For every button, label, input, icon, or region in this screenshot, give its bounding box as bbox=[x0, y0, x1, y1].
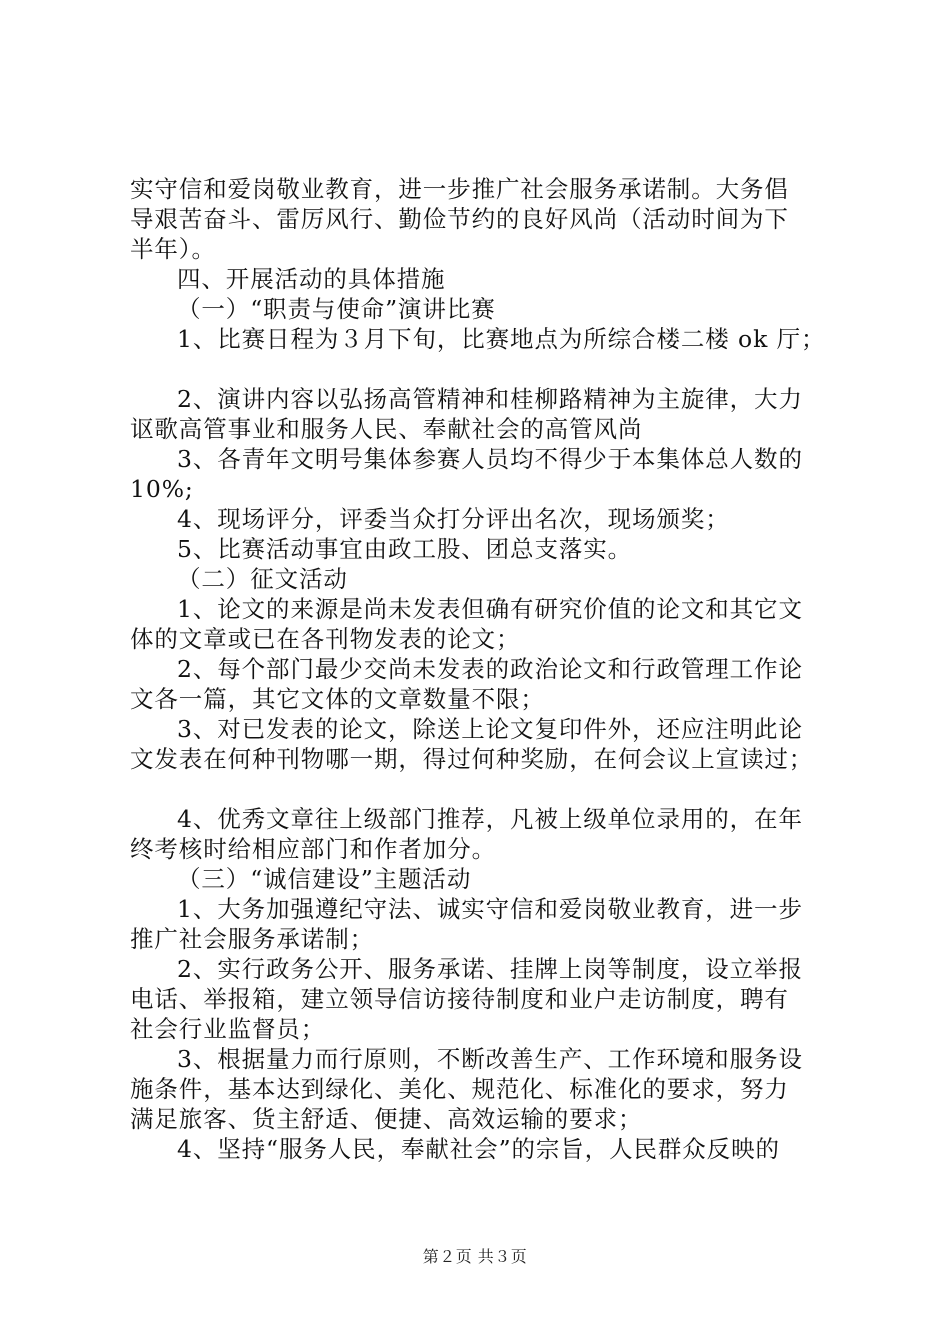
section-heading: 四、开展活动的具体措施 bbox=[177, 265, 446, 293]
text-line: 电话、举报箱，建立领导信访接待制度和业户走访制度，聘有 bbox=[130, 985, 789, 1013]
text-line: 4、优秀文章往上级部门推荐，凡被上级单位录用的，在年 bbox=[177, 805, 803, 833]
text-line: 1、大务加强遵纪守法、诚实守信和爱岗敬业教育，进一步 bbox=[177, 895, 803, 923]
text-line: 推广社会服务承诺制； bbox=[130, 925, 374, 953]
subsection-heading: （三）“诚信建设”主题活动 bbox=[177, 865, 472, 893]
text-line: 满足旅客、货主舒适、便捷、高效运输的要求； bbox=[130, 1105, 643, 1133]
subsection-heading: （二）征文活动 bbox=[177, 565, 348, 593]
text-line: 文发表在何种刊物哪一期，得过何种奖励，在何会议上宣读过； bbox=[130, 745, 814, 773]
text-line: 2、每个部门最少交尚未发表的政治论文和行政管理工作论 bbox=[177, 655, 803, 683]
text-line: 体的文章或已在各刊物发表的论文； bbox=[130, 625, 521, 653]
text-line: 3、各青年文明号集体参赛人员均不得少于本集体总人数的 bbox=[177, 445, 803, 473]
text-line: 施条件，基本达到绿化、美化、规范化、标准化的要求，努力 bbox=[130, 1075, 789, 1103]
text-line: 1、论文的来源是尚未发表但确有研究价值的论文和其它文 bbox=[177, 595, 803, 623]
text-line: 导艰苦奋斗、雷厉风行、勤俭节约的良好风尚（活动时间为下 bbox=[130, 205, 789, 233]
text-line: 终考核时给相应部门和作者加分。 bbox=[130, 835, 496, 863]
text-line: 1、比赛日程为３月下旬，比赛地点为所综合楼二楼 ok 厅； bbox=[177, 325, 826, 353]
text-line: 实守信和爱岗敬业教育，进一步推广社会服务承诺制。大务倡 bbox=[130, 175, 789, 203]
blank-line bbox=[130, 774, 834, 804]
text-line: 2、实行政务公开、服务承诺、挂牌上岗等制度，设立举报 bbox=[177, 955, 803, 983]
subsection-heading: （一）“职责与使命”演讲比赛 bbox=[177, 295, 496, 323]
text-line: 讴歌高管事业和服务人民、奉献社会的高管风尚 bbox=[130, 415, 643, 443]
text-line: 社会行业监督员； bbox=[130, 1015, 326, 1043]
text-line: 3、对已发表的论文，除送上论文复印件外，还应注明此论 bbox=[177, 715, 803, 743]
text-line: 4、坚持“服务人民，奉献社会”的宗旨，人民群众反映的 bbox=[177, 1135, 780, 1163]
text-line: 4、现场评分，评委当众打分评出名次，现场颁奖； bbox=[177, 505, 730, 533]
text-line: 2、演讲内容以弘扬高管精神和桂柳路精神为主旋律，大力 bbox=[177, 385, 803, 413]
page-footer: 第２页 共３页 bbox=[422, 1247, 528, 1266]
text-line: 5、比赛活动事宜由政工股、团总支落实。 bbox=[177, 535, 633, 563]
document-body bbox=[130, 174, 834, 1164]
text-line: 文各一篇，其它文体的文章数量不限； bbox=[130, 685, 545, 713]
blank-line bbox=[130, 354, 834, 384]
text-line: 半年）。 bbox=[130, 235, 216, 263]
text-line: 10%; bbox=[130, 475, 194, 503]
text-line: 3、根据量力而行原则，不断改善生产、工作环境和服务设 bbox=[177, 1045, 803, 1073]
